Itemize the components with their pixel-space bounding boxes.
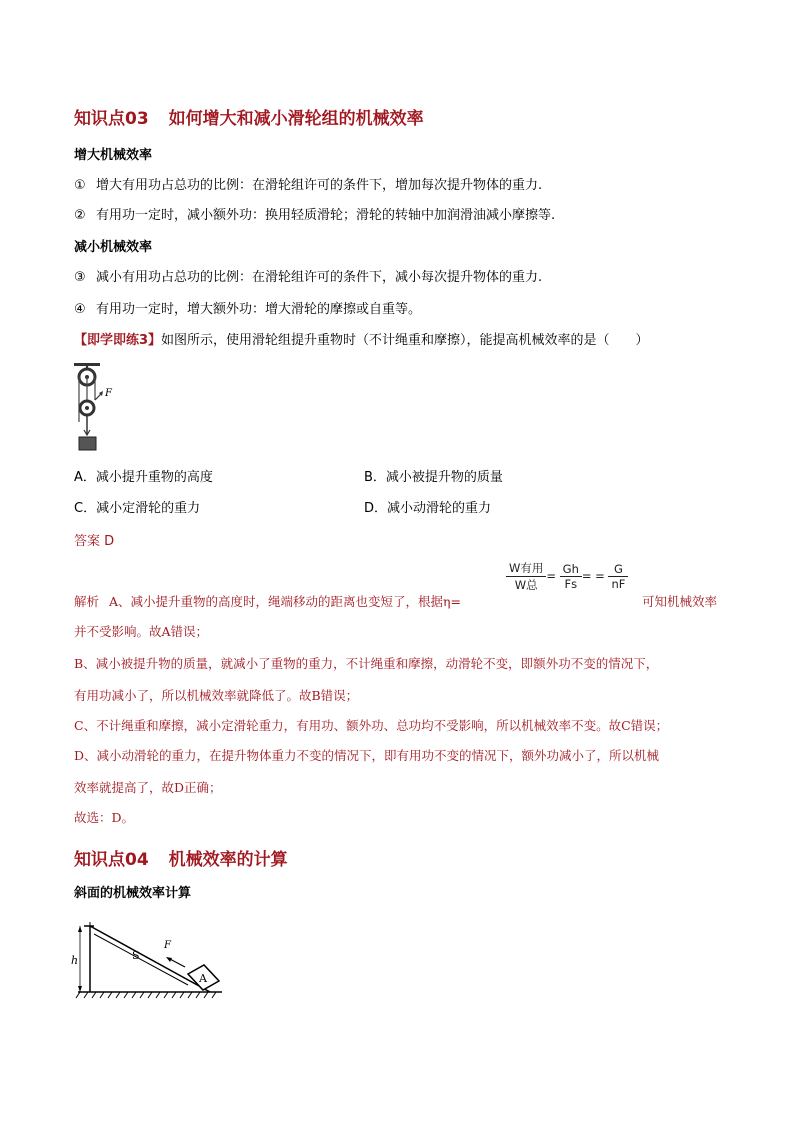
explanation-text: A、减小提升重物的高度时，绳端移动的距离也变短了，根据η= xyxy=(109,594,462,609)
list-item xyxy=(74,266,542,285)
section-topic: 如何增大和减小滑轮组的机械效率 xyxy=(168,109,424,129)
label-h: h xyxy=(71,954,79,967)
pulley-system-figure xyxy=(66,360,122,456)
weight-block xyxy=(79,437,96,450)
option-b[interactable]: B．减小被提升物的质量 xyxy=(364,470,503,485)
explanation-line-7: 效率就提高了，故D正确； xyxy=(74,780,222,795)
item-text: 减小有用功占总功的比例：在滑轮组许可的条件下，减小每次提升物体的重力. xyxy=(96,270,543,285)
section-heading-03 xyxy=(74,104,424,129)
label-f: F xyxy=(164,940,171,951)
incline-surface xyxy=(90,926,210,992)
answer-line: 答案 D xyxy=(74,534,115,549)
inclined-plane-figure xyxy=(70,918,230,1004)
practice-text: 如图所示，使用滑轮组提升重物时（不计绳重和摩擦），能提高机械效率的是（ ） xyxy=(161,333,649,348)
section-label: 知识点03 xyxy=(74,109,149,129)
ceiling-bar xyxy=(74,363,100,366)
explanation-line-1-end: 可知机械效率 xyxy=(642,594,718,609)
practice-question xyxy=(74,329,649,348)
item-text: 增大有用功占总功的比例：在滑轮组许可的条件下，增加每次提升物体的重力. xyxy=(96,178,543,193)
option-d[interactable]: D．减小动滑轮的重力 xyxy=(364,501,492,516)
label-s: S xyxy=(132,949,140,962)
item-number: ④ xyxy=(74,302,86,317)
explanation-label: 解析 xyxy=(74,594,100,609)
section-heading-04 xyxy=(74,845,288,870)
fraction-g: $\frac{G}{nF}$ xyxy=(608,562,628,591)
explanation-line-5: C、不计绳重和摩擦，减小定滑轮重力，有用功、额外功、总功均不受影响，所以机械效率不变。故C错误； xyxy=(74,718,669,733)
item-text: 有用功一定时，增大额外功：增大滑轮的摩擦或自重等。 xyxy=(96,302,422,317)
practice-tag: 【即学即练3】 xyxy=(74,333,162,348)
explanation-line-8: 故选：D。 xyxy=(74,810,135,825)
force-label: F xyxy=(105,388,112,399)
item-number: ② xyxy=(74,208,86,223)
item-number: ① xyxy=(74,178,86,193)
fraction-w: $\frac{\text{W有用}}{\text{W总}}$ xyxy=(506,560,546,593)
item-number: ③ xyxy=(74,270,86,285)
decrease-title: 减小机械效率 xyxy=(74,240,153,255)
label-a: A xyxy=(199,972,207,985)
explanation-line-3: B、减小被提升物的质量，就减小了重物的重力，不计绳重和摩擦，动滑轮不变，即额外功不变的情况下， xyxy=(74,656,659,671)
fraction-gh: $\frac{Gh}{Fs}$ xyxy=(560,562,582,591)
section-label: 知识点04 xyxy=(74,850,149,870)
option-c[interactable]: C．减小定滑轮的重力 xyxy=(74,501,201,516)
rope-line xyxy=(94,934,188,985)
list-item xyxy=(74,204,555,223)
list-item xyxy=(74,174,542,193)
incline-title: 斜面的机械效率计算 xyxy=(74,886,192,901)
explanation-line-2: 并不受影响。故A错误； xyxy=(74,624,209,639)
list-item xyxy=(74,298,421,317)
explanation-line-1 xyxy=(74,592,461,610)
explanation-line-4: 有用功减小了，所以机械效率就降低了。故B错误； xyxy=(74,688,359,703)
explanation-line-6: D、减小动滑轮的重力，在提升物体重力不变的情况下，即有用功不变的情况下，额外功减小了，所以机械 xyxy=(74,748,660,763)
option-a[interactable]: A．减小提升重物的高度 xyxy=(74,470,213,485)
section-topic: 机械效率的计算 xyxy=(168,850,288,870)
item-text: 有用功一定时，减小额外功：换用轻质滑轮；滑轮的转轴中加润滑油减小摩擦等. xyxy=(96,208,556,223)
increase-title: 增大机械效率 xyxy=(74,148,153,163)
efficiency-formula: $\frac{\text{W有用}}{\text{W总}}$ = $\frac{Gh}{Fs}$ = = $\frac{G}{nF}$ xyxy=(506,560,628,593)
